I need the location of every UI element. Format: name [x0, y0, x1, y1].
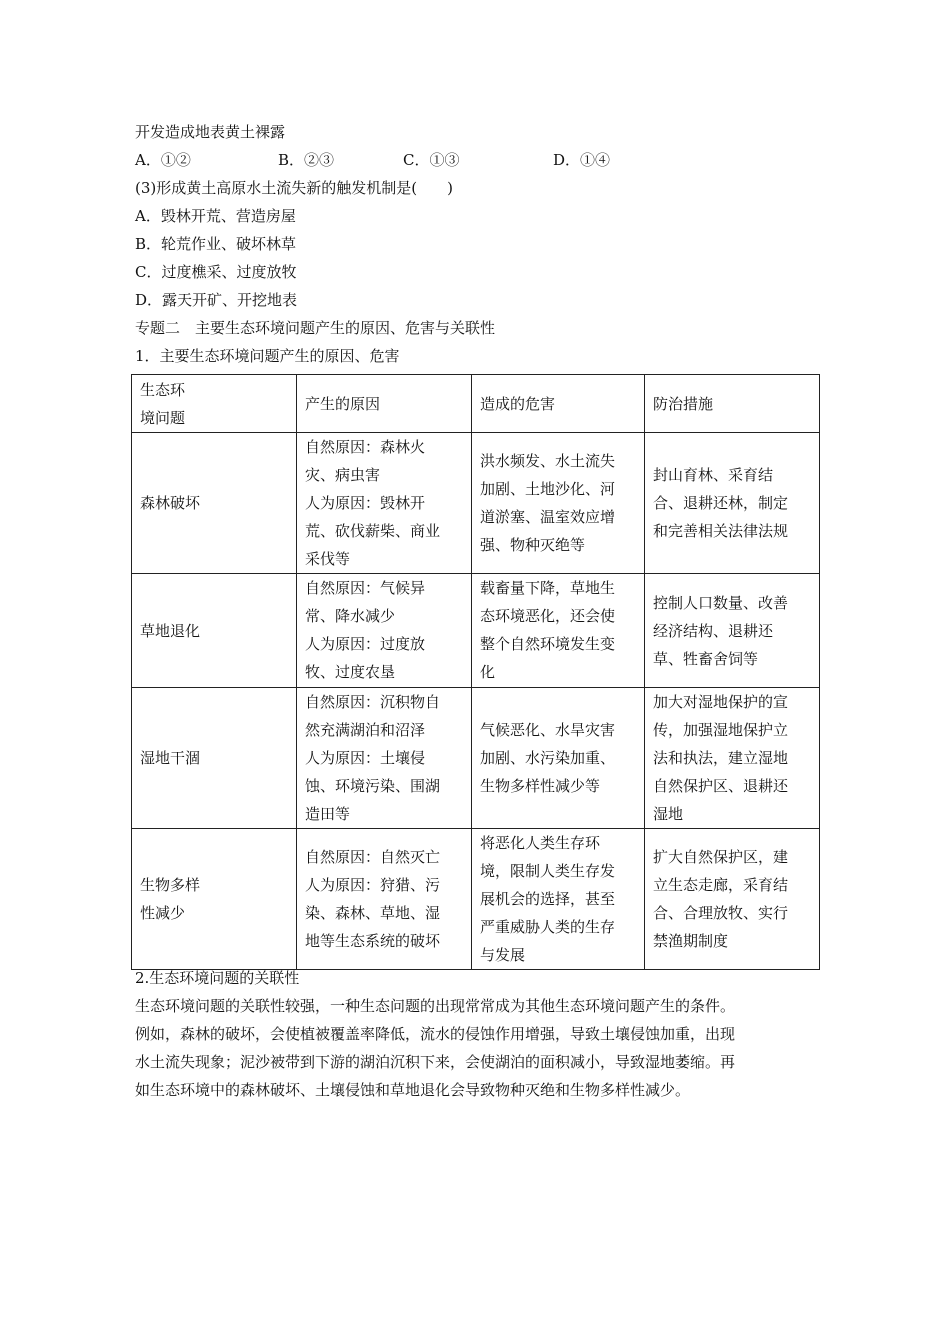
problem-cell: 生物多样 性减少	[132, 829, 297, 970]
eco-problems-table	[131, 374, 820, 970]
harm-cell: 气候恶化、水旱灾害 加剧、水污染加重、 生物多样性减少等	[472, 688, 645, 829]
measure-cell: 加大对湿地保护的宣 传，加强湿地保护立 法和执法，建立湿地 自然保护区、退耕还 湿地	[645, 688, 820, 829]
header-cell: 生态环 境问题	[132, 375, 297, 433]
cause-cell: 自然原因：自然灭亡 人为原因：狩猎、污 染、森林、草地、湿 地等生态系统的破坏	[297, 829, 472, 970]
intro-tail-text: 开发造成地表黄土裸露	[135, 123, 286, 141]
q3-option-a: A．毁林开荒、营造房屋	[135, 207, 296, 225]
q3-option-c: C．过度樵采、过度放牧	[135, 263, 297, 281]
problem-cell: 草地退化	[132, 574, 297, 688]
header-cell: 造成的危害	[472, 375, 645, 433]
problem-cell: 森林破坏	[132, 433, 297, 574]
header-cell: 防治措施	[645, 375, 820, 433]
measure-cell: 封山育林、采育结 合、退耕还林，制定 和完善相关法律法规	[645, 433, 820, 574]
paragraph-line: 水土流失现象；泥沙被带到下游的湖泊沉积下来，会使湖泊的面积减小，导致湿地萎缩。再	[135, 1053, 736, 1071]
harm-cell: 将恶化人类生存环 境，限制人类生存发 展机会的选择，甚至 严重威胁人类的生存 与发展	[472, 829, 645, 970]
q3-stem: (3)形成黄土高原水土流失新的触发机制是( )	[135, 179, 453, 197]
table-row	[132, 433, 820, 574]
problem-cell: 湿地干涸	[132, 688, 297, 829]
q3-option-b: B．轮荒作业、破坏林草	[135, 235, 297, 253]
table-row	[132, 829, 820, 970]
paragraph-line: 生态环境问题的关联性较强，一种生态问题的出现常常成为其他生态环境问题产生的条件。	[135, 997, 736, 1015]
q2-option-d: D．①④	[553, 151, 611, 169]
table-row	[132, 688, 820, 829]
measure-cell: 控制人口数量、改善 经济结构、退耕还 草、牲畜舍饲等	[645, 574, 820, 688]
section2-paragraph	[135, 992, 815, 1104]
paragraph-line: 如生态环境中的森林破坏、土壤侵蚀和草地退化会导致物种灭绝和生物多样性减少。	[135, 1081, 691, 1099]
header-cell: 产生的原因	[297, 375, 472, 433]
harm-cell: 洪水频发、水土流失 加剧、土地沙化、河 道淤塞、温室效应增 强、物种灭绝等	[472, 433, 645, 574]
q2-option-c: C．①③	[403, 151, 460, 169]
harm-cell: 载畜量下降，草地生 态环境恶化，还会使 整个自然环境发生变 化	[472, 574, 645, 688]
topic-heading: 专题二 主要生态环境问题产生的原因、危害与关联性	[135, 319, 496, 337]
section2-title: 2.生态环境问题的关联性	[135, 969, 300, 987]
cause-cell: 自然原因：沉积物自 然充满湖泊和沼泽 人为原因：土壤侵 蚀、环境污染、围湖 造田等	[297, 688, 472, 829]
measure-cell: 扩大自然保护区，建 立生态走廊，采育结 合、合理放牧、实行 禁渔期制度	[645, 829, 820, 970]
cause-cell: 自然原因：森林火 灾、病虫害 人为原因：毁林开 荒、砍伐薪柴、商业 采伐等	[297, 433, 472, 574]
q3-option-d: D．露天开矿、开挖地表	[135, 291, 298, 309]
section1-title: 1．主要生态环境问题产生的原因、危害	[135, 347, 400, 365]
table-header-row	[132, 375, 820, 433]
q2-option-b: B．②③	[278, 151, 335, 169]
paragraph-line: 例如，森林的破坏，会使植被覆盖率降低，流水的侵蚀作用增强，导致土壤侵蚀加重，出现	[135, 1025, 736, 1043]
q2-option-a: A．①②	[135, 151, 191, 169]
cause-cell: 自然原因：气候异 常、降水减少 人为原因：过度放 牧、过度农垦	[297, 574, 472, 688]
table-row	[132, 574, 820, 688]
